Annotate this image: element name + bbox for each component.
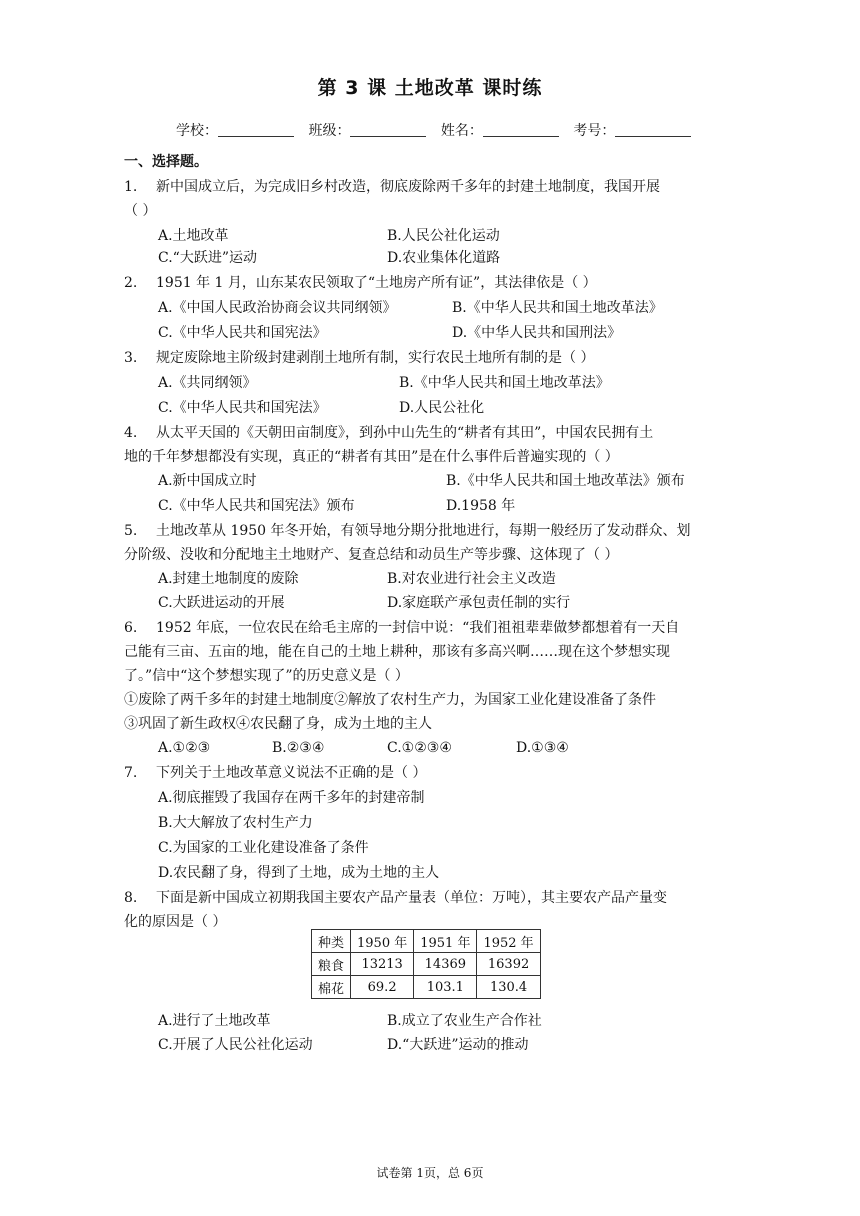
question-number: 7. [124, 765, 138, 781]
option-d[interactable]: D.人民公社化 [399, 400, 485, 416]
option-d[interactable]: D.《中华人民共和国刑法》 [452, 325, 622, 341]
question-number: 4. [124, 425, 138, 441]
table-header-row [312, 930, 541, 953]
table-cell: 16392 [477, 953, 540, 976]
name-label: 姓名： [440, 123, 483, 139]
table-header-cell: 1950 年 [351, 930, 414, 953]
question-3-stem: 3. 规定废除地主阶级封建剥削土地所有制，实行农民土地所有制的是（ ） [124, 350, 595, 366]
option-a[interactable]: A.封建土地制度的废除 [158, 571, 299, 587]
question-number: 6. [124, 620, 138, 636]
question-number: 8. [124, 890, 138, 906]
table-header-cell: 种类 [312, 930, 351, 953]
question-6-statements-cont: ③巩固了新生政权④农民翻了身，成为土地的主人 [124, 716, 432, 732]
option-a[interactable]: A.①②③ [158, 740, 211, 756]
crop-output-table [311, 929, 541, 999]
question-5-stem: 5. 土地改革从 1950 年冬开始，有领导地分期分批地进行，每期一般经历了发动群众、划 [124, 523, 691, 539]
question-number: 3. [124, 350, 138, 366]
option-a[interactable]: A.进行了土地改革 [158, 1013, 271, 1029]
option-c[interactable]: C.为国家的工业化建设准备了条件 [158, 840, 369, 856]
option-a[interactable]: A.《中国人民政治协商会议共同纲领》 [158, 300, 397, 316]
school-blank[interactable] [218, 122, 294, 137]
class-blank[interactable] [350, 122, 426, 137]
option-a[interactable]: A.土地改革 [158, 228, 229, 244]
question-1-stem-cont: （ ） [124, 203, 157, 219]
option-a[interactable]: A.彻底摧毁了我国存在两千多年的封建帝制 [158, 790, 425, 806]
table-row [312, 953, 541, 976]
option-c[interactable]: C.《中华人民共和国宪法》 [158, 325, 327, 341]
table-cell: 粮食 [312, 953, 351, 976]
option-c[interactable]: C.《中华人民共和国宪法》颁布 [158, 498, 355, 514]
option-c[interactable]: C.大跃进运动的开展 [158, 595, 285, 611]
question-7-stem: 7. 下列关于土地改革意义说法不正确的是（ ） [124, 765, 427, 781]
table-row [312, 976, 541, 999]
option-c[interactable]: C.“大跃进”运动 [158, 250, 257, 266]
question-6-stem-cont: 了。”信中“这个梦想实现了”的历史意义是（ ） [124, 668, 409, 684]
option-d[interactable]: D.“大跃进”运动的推动 [387, 1037, 529, 1053]
question-2-stem: 2. 1951 年 1 月，山东某农民领取了“土地房产所有证”，其法律依是（ ） [124, 275, 597, 291]
question-4-stem-cont: 地的千年梦想都没有实现，真正的“耕者有其田”是在什么事件后普遍实现的（ ） [124, 449, 619, 465]
page-title: 第 3 课 土地改革 课时练 [317, 77, 543, 99]
exam-no-blank[interactable] [615, 122, 691, 137]
option-b[interactable]: B.《中华人民共和国土地改革法》 [399, 375, 610, 391]
option-a[interactable]: A.新中国成立时 [158, 473, 257, 489]
question-6-stem-cont: 己能有三亩、五亩的地，能在自己的土地上耕种，那该有多高兴啊……现在这个梦想实现 [124, 644, 670, 660]
option-c[interactable]: C.①②③④ [387, 740, 452, 756]
option-b[interactable]: B.《中华人民共和国土地改革法》 [452, 300, 663, 316]
exam-no-label: 考号： [573, 123, 616, 139]
question-number: 2. [124, 275, 138, 291]
option-a[interactable]: A.《共同纲领》 [158, 375, 257, 391]
table-cell: 103.1 [414, 976, 477, 999]
section-heading: 一、选择题。 [124, 154, 208, 170]
table-cell: 69.2 [351, 976, 414, 999]
table-cell: 130.4 [477, 976, 540, 999]
student-info-line [176, 121, 701, 141]
option-b[interactable]: B.对农业进行社会主义改造 [387, 571, 556, 587]
question-5-stem-cont: 分阶级、没收和分配地主土地财产、复查总结和动员生产等步骤、这体现了（ ） [124, 547, 619, 563]
question-1-stem: 1. 新中国成立后，为完成旧乡村改造，彻底废除两千多年的封建土地制度，我国开展 [124, 179, 660, 195]
option-d[interactable]: D.农业集体化道路 [387, 250, 501, 266]
table-header-cell: 1951 年 [414, 930, 477, 953]
question-4-stem: 4. 从太平天国的《天朝田亩制度》，到孙中山先生的“耕者有其田”，中国农民拥有土 [124, 425, 654, 441]
option-d[interactable]: D.①③④ [516, 740, 569, 756]
class-label: 班级： [308, 123, 351, 139]
question-number: 1. [124, 179, 138, 195]
question-6-stem: 6. 1952 年底，一位农民在给毛主席的一封信中说：“我们祖祖辈辈做梦都想着有一天自 [124, 620, 680, 636]
table-cell: 14369 [414, 953, 477, 976]
table-cell: 棉花 [312, 976, 351, 999]
option-b[interactable]: B.大大解放了农村生产力 [158, 815, 313, 831]
option-d[interactable]: D.农民翻了身，得到了土地，成为土地的主人 [158, 865, 440, 881]
option-b[interactable]: B.②③④ [272, 740, 325, 756]
option-d[interactable]: D.1958 年 [446, 498, 516, 514]
option-b[interactable]: B.《中华人民共和国土地改革法》颁布 [446, 473, 685, 489]
option-b[interactable]: B.成立了农业生产合作社 [387, 1013, 542, 1029]
question-8-stem-cont: 化的原因是（ ） [124, 914, 227, 930]
school-label: 学校： [176, 123, 218, 139]
question-number: 5. [124, 523, 138, 539]
table-cell: 13213 [351, 953, 414, 976]
question-8-stem: 8. 下面是新中国成立初期我国主要农产品产量表（单位：万吨），其主要农产品产量变 [124, 890, 667, 906]
name-blank[interactable] [483, 122, 559, 137]
table-header-cell: 1952 年 [477, 930, 540, 953]
option-b[interactable]: B.人民公社化运动 [387, 228, 500, 244]
option-d[interactable]: D.家庭联产承包责任制的实行 [387, 595, 571, 611]
option-c[interactable]: C.开展了人民公社化运动 [158, 1037, 313, 1053]
page-footer: 试卷第 1页，总 6页 [376, 1166, 484, 1180]
option-c[interactable]: C.《中华人民共和国宪法》 [158, 400, 327, 416]
question-6-statements: ①废除了两千多年的封建土地制度②解放了农村生产力，为国家工业化建设准备了条件 [124, 692, 656, 708]
